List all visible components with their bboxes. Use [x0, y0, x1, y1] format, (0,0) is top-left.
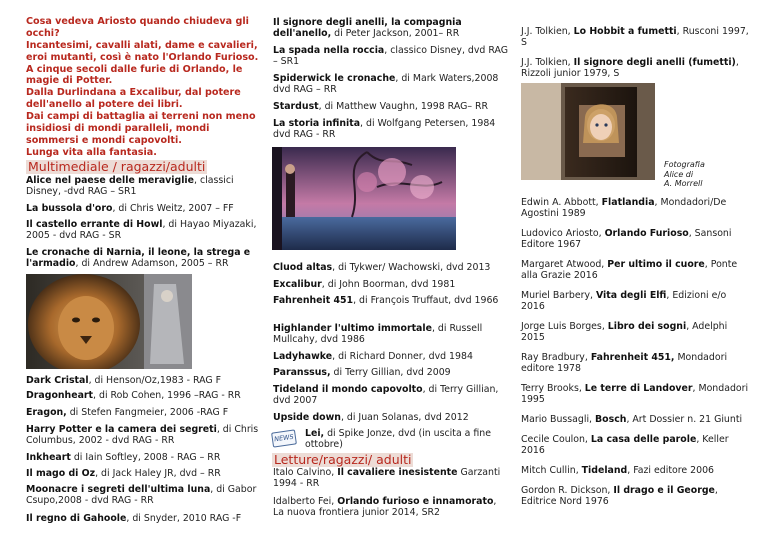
list-item: Upside down, di Juan Solanas, dvd 2012: [273, 412, 469, 423]
list-item: Spiderwick le cronache, di Mark Waters,2008 dvd RAG – RR: [273, 73, 499, 96]
intro-text: [26, 16, 261, 159]
list-item: Mario Bussagli, Bosch, Art Dossier n. 21 Giunti: [521, 414, 743, 425]
list-item: Le cronache di Narnia, il leone, la strega e l'armadio, di Andrew Adamson, 2005 – RR: [26, 247, 251, 270]
list-item: Il signore degli anelli, la compagnia dell'anello, di Peter Jackson, 2001– RR: [273, 17, 462, 40]
list-item: Ray Bradbury, Fahrenheit 451, Mondadori editore 1978: [521, 352, 728, 375]
intro-question: Cosa vedeva Ariosto quando chiudeva gli occhi?: [26, 16, 249, 39]
intro-line: Dai campi di battaglia ai terreni non meno insidiosi di mondi paralleli, mondi sommersi e mondi capovolti.: [26, 111, 256, 146]
list-item: La spada nella roccia, classico Disney, dvd RAG – SR1: [273, 45, 508, 68]
list-item: Stardust, di Matthew Vaughn, 1998 RAG– RR: [273, 101, 489, 112]
list-item: Margaret Atwood, Per ultimo il cuore, Ponte alla Grazie 2016: [521, 259, 738, 282]
list-item: Muriel Barbery, Vita degli Elfi, Edizioni e/o 2016: [521, 290, 727, 313]
list-item: Cluod altas, di Tykwer/ Wachowski, dvd 2013: [273, 262, 491, 273]
multimedia-heading: Multimediale / ragazzi/adulti: [28, 159, 206, 174]
lion-illustration: [26, 274, 192, 369]
alice-image: [521, 83, 655, 180]
list-item: Jorge Luis Borges, Libro dei sogni, Adelphi 2015: [521, 321, 728, 344]
list-item: Eragon, di Stefen Fangmeier, 2006 -RAG F: [26, 407, 229, 418]
list-item: Harry Potter e la camera dei segreti, di Chris Columbus, 2002 - dvd RAG - RR: [26, 424, 259, 447]
fantasy-scene: [272, 147, 456, 250]
list-item: Il regno di Gahoole, di Snyder, 2010 RAG -F: [26, 513, 242, 524]
list-item: Terry Brooks, Le terre di Landover, Mondadori 1995: [521, 383, 749, 406]
lion-image: [26, 274, 192, 369]
list-item: Excalibur, di John Boorman, dvd 1981: [273, 279, 456, 290]
fantasy-scene-image: [272, 147, 456, 250]
photo-caption: Fotografia Alice di A. Morrell: [664, 160, 705, 189]
intro-line: Lunga vita alla fantasia.: [26, 146, 157, 158]
list-item: Inkheart di Iain Softley, 2008 - RAG – RR: [26, 452, 221, 463]
list-item: Il castello errante di Howl, di Hayao Miyazaki, 2005 - dvd RAG - SR: [26, 219, 257, 242]
list-item: Alice nel paese delle meraviglie, classici Disney, -dvd RAG – SR1: [26, 175, 234, 198]
list-item: Cecile Coulon, La casa delle parole, Keller 2016: [521, 434, 729, 457]
list-item: Moonacre i segreti dell'ultima luna, di Gabor Csupo,2008 - dvd RAG - RR: [26, 484, 257, 507]
alice-photo: [521, 83, 655, 180]
list-item: Fahrenheit 451, di François Truffaut, dvd 1966: [273, 295, 499, 306]
list-item: J.J. Tolkien, Lo Hobbit a fumetti, Rusconi 1997, S: [521, 26, 749, 49]
list-item: Mitch Cullin, Tideland, Fazi editore 2006: [521, 465, 714, 476]
list-item: Tideland il mondo capovolto, di Terry Gillian, dvd 2007: [273, 384, 499, 407]
list-item: Ludovico Ariosto, Orlando Furioso, Sansoni Editore 1967: [521, 228, 732, 251]
list-item: Gordon R. Dickson, Il drago e il George, Editrice Nord 1976: [521, 485, 718, 508]
list-item: J.J. Tolkien, Il signore degli anelli (fumetti), Rizzoli junior 1979, S: [521, 57, 739, 80]
list-item: Lei, di Spike Jonze, dvd (in uscita a fine ottobre): [305, 428, 492, 451]
list-item: Edwin A. Abbott, Flatlandia, Mondadori/De Agostini 1989: [521, 197, 727, 220]
list-item: Highlander l'ultimo immortale, di Russell Mullcahy, dvd 1986: [273, 323, 483, 346]
letture-heading: Letture/ragazzi/ adulti: [274, 452, 412, 467]
list-item: Ladyhawke, di Richard Donner, dvd 1984: [273, 351, 473, 362]
news-badge: NEWS: [271, 429, 297, 447]
list-item: Dragonheart, di Rob Cohen, 1996 –RAG - RR: [26, 390, 241, 401]
list-item: Idalberto Fei, Orlando furioso e innamorato, La nuova frontiera junior 2014, SR2: [273, 496, 497, 519]
list-item: Dark Cristal, di Henson/Oz,1983 - RAG F: [26, 375, 222, 386]
intro-line: Incantesimi, cavalli alati, dame e cavalieri, eroi mutanti, così è nato l'Orlando Furioso.: [26, 39, 259, 63]
list-item: Italo Calvino, Il cavaliere inesistente Garzanti 1994 - RR: [273, 467, 501, 490]
list-item: Il mago di Oz, di Jack Haley JR, dvd – RR: [26, 468, 221, 479]
intro-line: Dalla Durlindana a Excalibur, dal potere dell'anello al potere dei libri.: [26, 87, 241, 111]
list-item: La storia infinita, di Wolfgang Petersen, 1984 dvd RAG - RR: [273, 118, 496, 141]
list-item: La bussola d'oro, di Chris Weitz, 2007 – FF: [26, 203, 234, 214]
intro-line: A cinque secoli dalle furie di Orlando, le magie di Potter.: [26, 63, 243, 87]
list-item: Paranssus, di Terry Gillian, dvd 2009: [273, 367, 451, 378]
